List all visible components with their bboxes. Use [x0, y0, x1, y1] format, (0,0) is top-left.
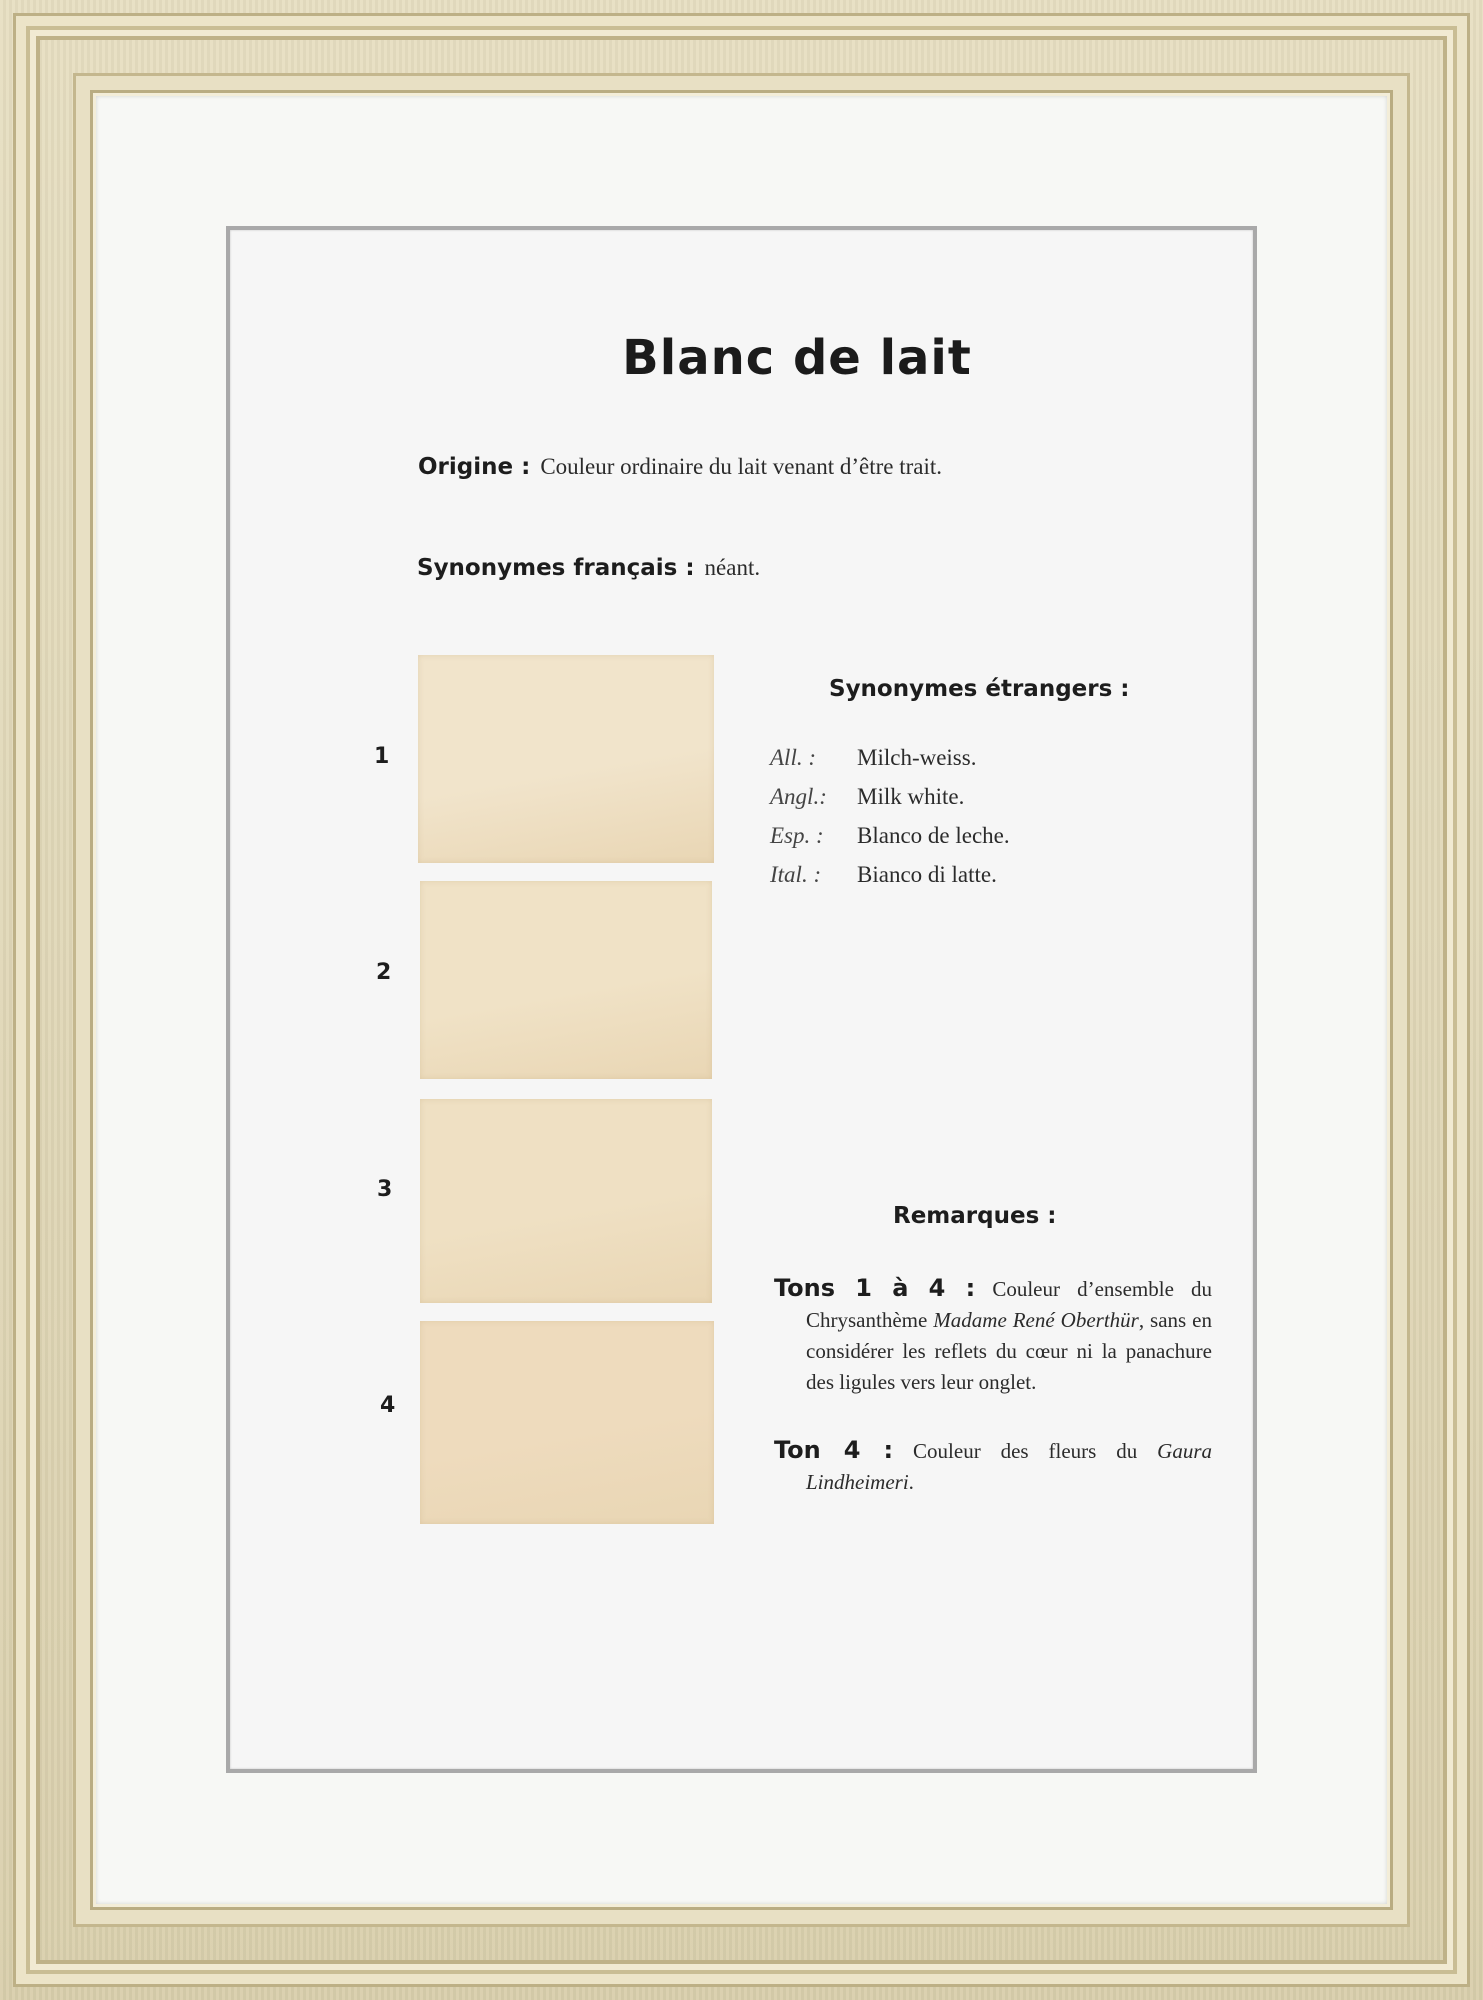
swatch-number-3: 3: [377, 1177, 393, 1202]
origine-text: Couleur ordinaire du lait venant d’être trait.: [540, 454, 943, 479]
origine-line: [418, 454, 942, 480]
color-swatch-2: [420, 881, 712, 1079]
swatch-number-1: 1: [374, 744, 390, 769]
remarque-tons-1-4-text-b: , sans en considérer les reflets du cœur ni la panachure des ligules vers leur onglet.: [806, 1308, 1212, 1394]
remarque-ton-4-label: Ton 4 :: [774, 1436, 894, 1464]
swatch-number-2: 2: [376, 960, 392, 985]
synonymes-etrangers-heading: Synonymes étrangers :: [829, 676, 1130, 702]
plate-title: Blanc de lait: [622, 330, 972, 386]
color-swatch-3: [420, 1099, 712, 1303]
synonym-row: [770, 784, 964, 810]
synonymes-francais-line: [417, 555, 760, 581]
color-swatch-1: [418, 655, 714, 863]
remarque-ton-4: [774, 1435, 1212, 1498]
origine-label: Origine :: [418, 454, 531, 480]
color-swatch-4: [420, 1321, 714, 1524]
synonym-text: Milch-weiss.: [857, 745, 977, 770]
remarque-ton-4-italic: Gaura Lindheimeri: [806, 1439, 1213, 1494]
remarque-tons-1-4: [774, 1273, 1212, 1398]
remarque-ton-4-text-b: .: [908, 1470, 914, 1494]
remarques-heading: Remarques :: [893, 1203, 1057, 1229]
synonym-language: Angl.:: [770, 784, 827, 809]
synonym-row: [770, 823, 1010, 849]
synonym-row: [770, 862, 997, 888]
remarque-tons-1-4-italic: Madame René Oberthür: [933, 1308, 1139, 1332]
synonym-row: [770, 745, 976, 771]
swatch-number-4: 4: [380, 1393, 396, 1418]
remarque-tons-1-4-label: Tons 1 à 4 :: [774, 1274, 976, 1302]
synonym-text: Bianco di latte.: [857, 862, 997, 887]
synonym-language: Esp. :: [770, 823, 824, 848]
remarque-tons-1-4-text-a: Couleur d’ensemble du Chrysanthème: [806, 1277, 1213, 1332]
synonym-text: Milk white.: [857, 784, 965, 809]
remarque-ton-4-text-a: Couleur des fleurs du: [913, 1439, 1138, 1463]
synonym-language: All. :: [770, 745, 816, 770]
synonym-text: Blanco de leche.: [857, 823, 1010, 848]
synonymes-francais-text: néant.: [704, 555, 761, 580]
synonym-language: Ital. :: [770, 862, 822, 887]
synonymes-francais-label: Synonymes français :: [417, 555, 695, 581]
